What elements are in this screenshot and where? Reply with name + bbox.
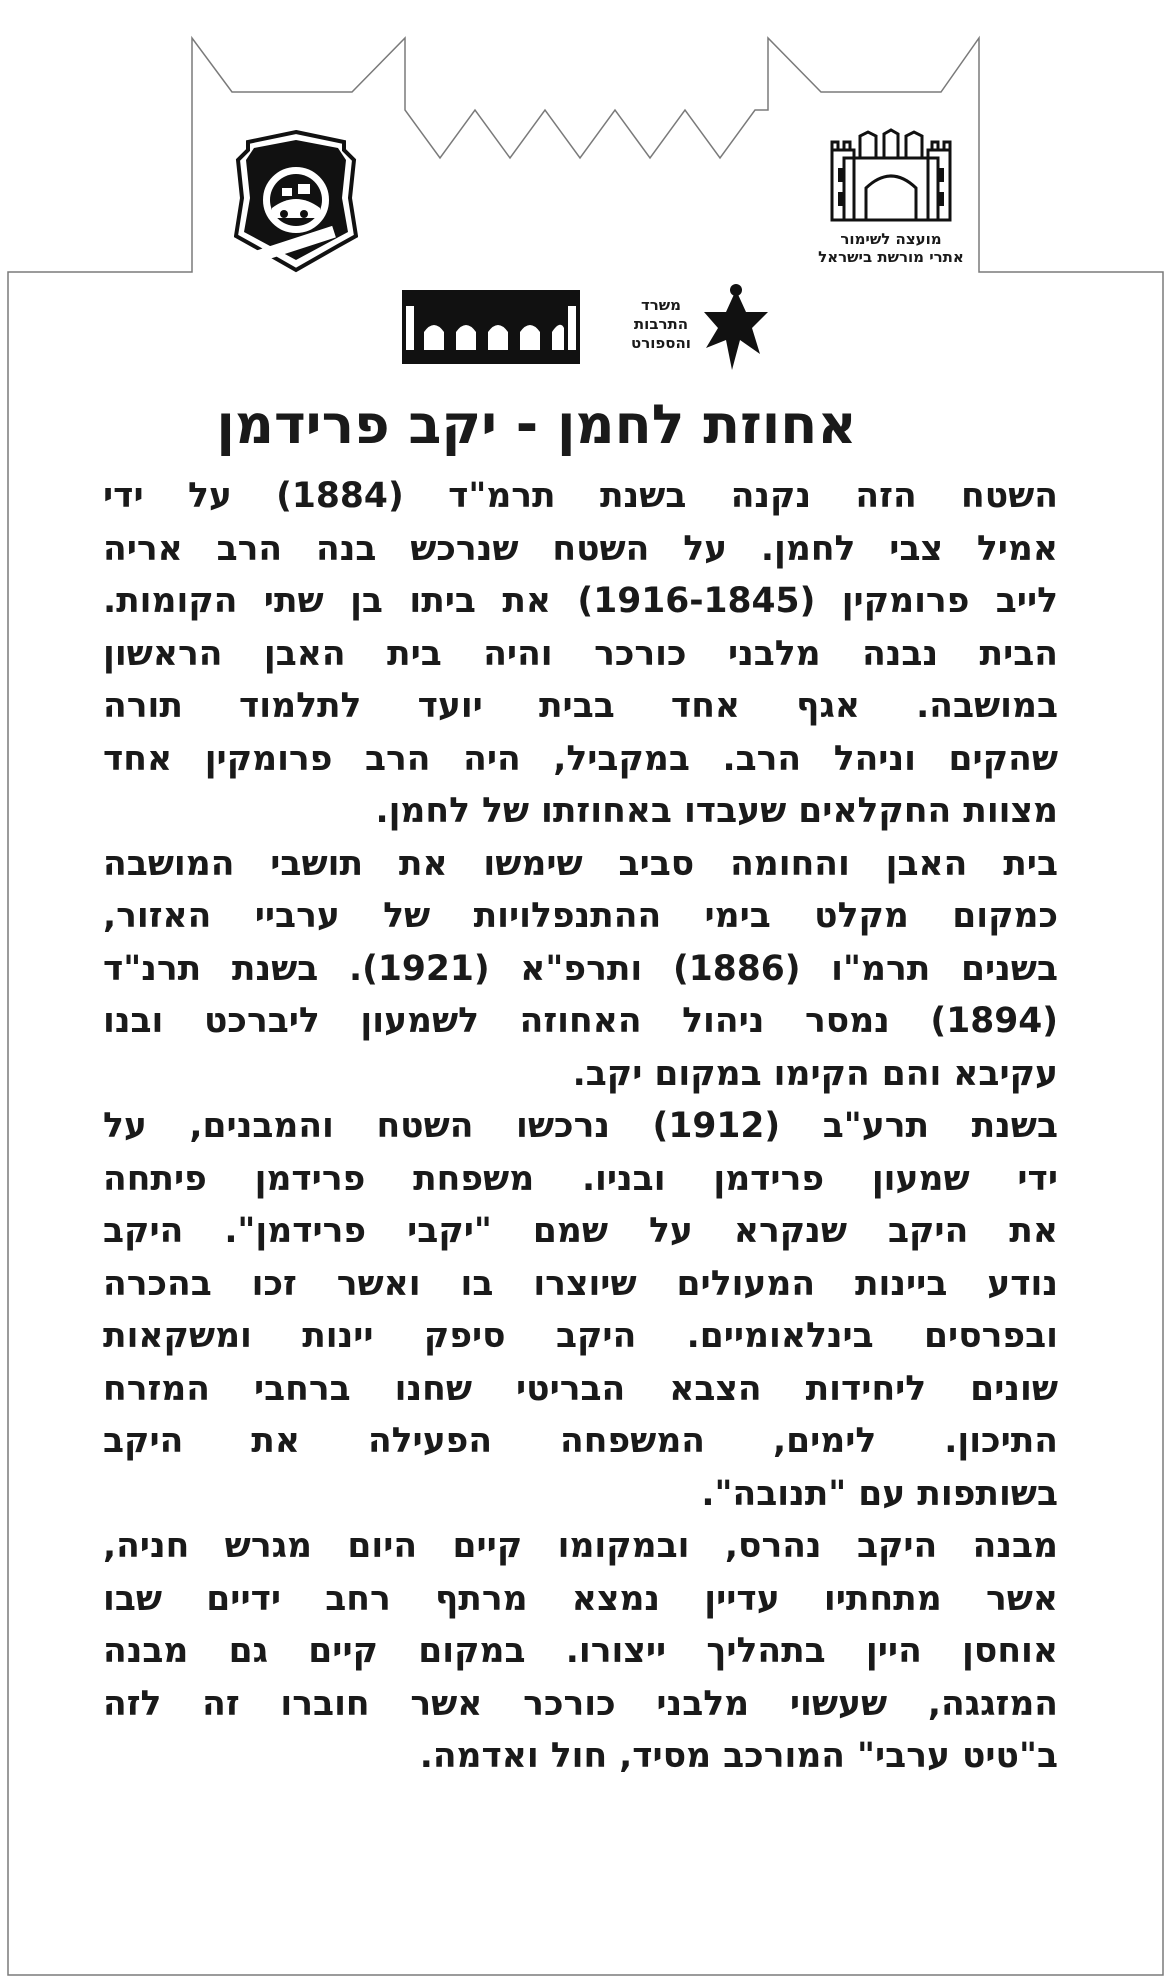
text-line: אשר מתחתיו עדיין נמצא מרתף רחב ידיים שבו <box>103 1578 1058 1619</box>
text-line: בשותפות עם "תנובה". <box>701 1473 1058 1514</box>
text-line: שונים ליחידות הצבא הבריטי שחנו ברחבי המזרח <box>103 1368 1058 1409</box>
text-line: התיכון. לימים, המשפחה הפעילה את היקב <box>103 1421 1058 1461</box>
text-line: מצוות החקלאים שעבדו באחוזתו של לחמן. <box>375 791 1058 831</box>
preservation-dept-logo <box>402 290 580 366</box>
text-line: לייב פרומקין (1916-1845) את ביתו בן שתי הקומות. <box>103 581 1058 621</box>
text-line: הבית נבנה מלבני כורכר והיה בית האבן הראשון <box>103 633 1058 674</box>
star-figure-icon <box>702 282 770 374</box>
arches-icon <box>402 290 580 366</box>
text-line: ידי שמעון פרידמן ובניו. משפחת פרידמן פיתחה <box>103 1158 1058 1199</box>
text-line: אמיל צבי לחמן. על השטח שנרכש בנה הרב אריה <box>103 528 1058 569</box>
heritage-council-logo <box>796 128 986 274</box>
text-line: (1894) נמסר ניהול האחוזה לשמעון ליברכט ובנו <box>103 1001 1058 1041</box>
council-caption-line1: מועצה לשימור <box>840 230 942 248</box>
text-line: עקיבא והם הקימו במקום יקב. <box>572 1053 1058 1094</box>
text-line: נודע ביינות המעולים שיוצרו בו ואשר זכו בהכרה <box>103 1263 1058 1304</box>
ministry-line1: משרד <box>640 296 682 314</box>
council-caption-line2: אתרי מורשת בישראל <box>818 248 964 266</box>
text-line: בית האבן והחומה סביב שימשו את תושבי המושבה <box>103 843 1058 884</box>
text-line: אוחסן היין בתהליך ייצורו. במקום קיים גם מבנה <box>103 1631 1058 1671</box>
paragraph <box>103 470 1058 838</box>
paragraph <box>103 1100 1058 1520</box>
text-line: במושבה. אגף אחד בבית יועד לתלמוד תורה <box>103 686 1058 726</box>
text-line: בשנת תרע"ב (1912) נרכשו השטח והמבנים, על <box>103 1106 1059 1146</box>
text-line: ובפרסים בינלאומיים. היקב סיפק יינות ומשקאות <box>103 1316 1058 1356</box>
paragraph <box>103 838 1058 1101</box>
paragraph <box>103 1520 1058 1783</box>
ministry-logo-text <box>620 296 702 353</box>
text-line: שהקים וניהל הרב. במקביל, היה הרב פרומקין אחד <box>103 738 1058 779</box>
ministry-culture-logo <box>620 282 770 374</box>
page-title: אחוזת לחמן - יקב פרידמן <box>216 393 857 456</box>
body-text <box>103 470 1058 1783</box>
ministry-line3: והספורט <box>631 334 691 352</box>
text-line: המזגגה, שעשוי מלבני כורכר אשר חוברו זה לזה <box>103 1683 1058 1724</box>
castle-gate-icon <box>796 128 986 228</box>
text-line: השטח הזה נקנה בשנת תרמ"ד (1884) על ידי <box>103 476 1058 516</box>
text-line: את היקב שנקרא על שמם "יקבי פרידמן". היקב <box>103 1211 1058 1251</box>
text-line: כמקום מקלט בימי ההתנפלויות של ערביי האזור, <box>103 896 1058 936</box>
ministry-line2: התרבות <box>633 315 689 333</box>
text-line: מבנה היקב נהרס, ובמקומו קיים היום מגרש חניה, <box>103 1526 1058 1566</box>
text-line: בשנים תרמ"ו (1886) ותרפ"א (1921). בשנת תרנ"ד <box>103 948 1058 989</box>
city-emblem-logo <box>234 128 358 274</box>
text-line: ב"טיט ערבי" המורכב מסיד, חול ואדמה. <box>419 1736 1058 1776</box>
